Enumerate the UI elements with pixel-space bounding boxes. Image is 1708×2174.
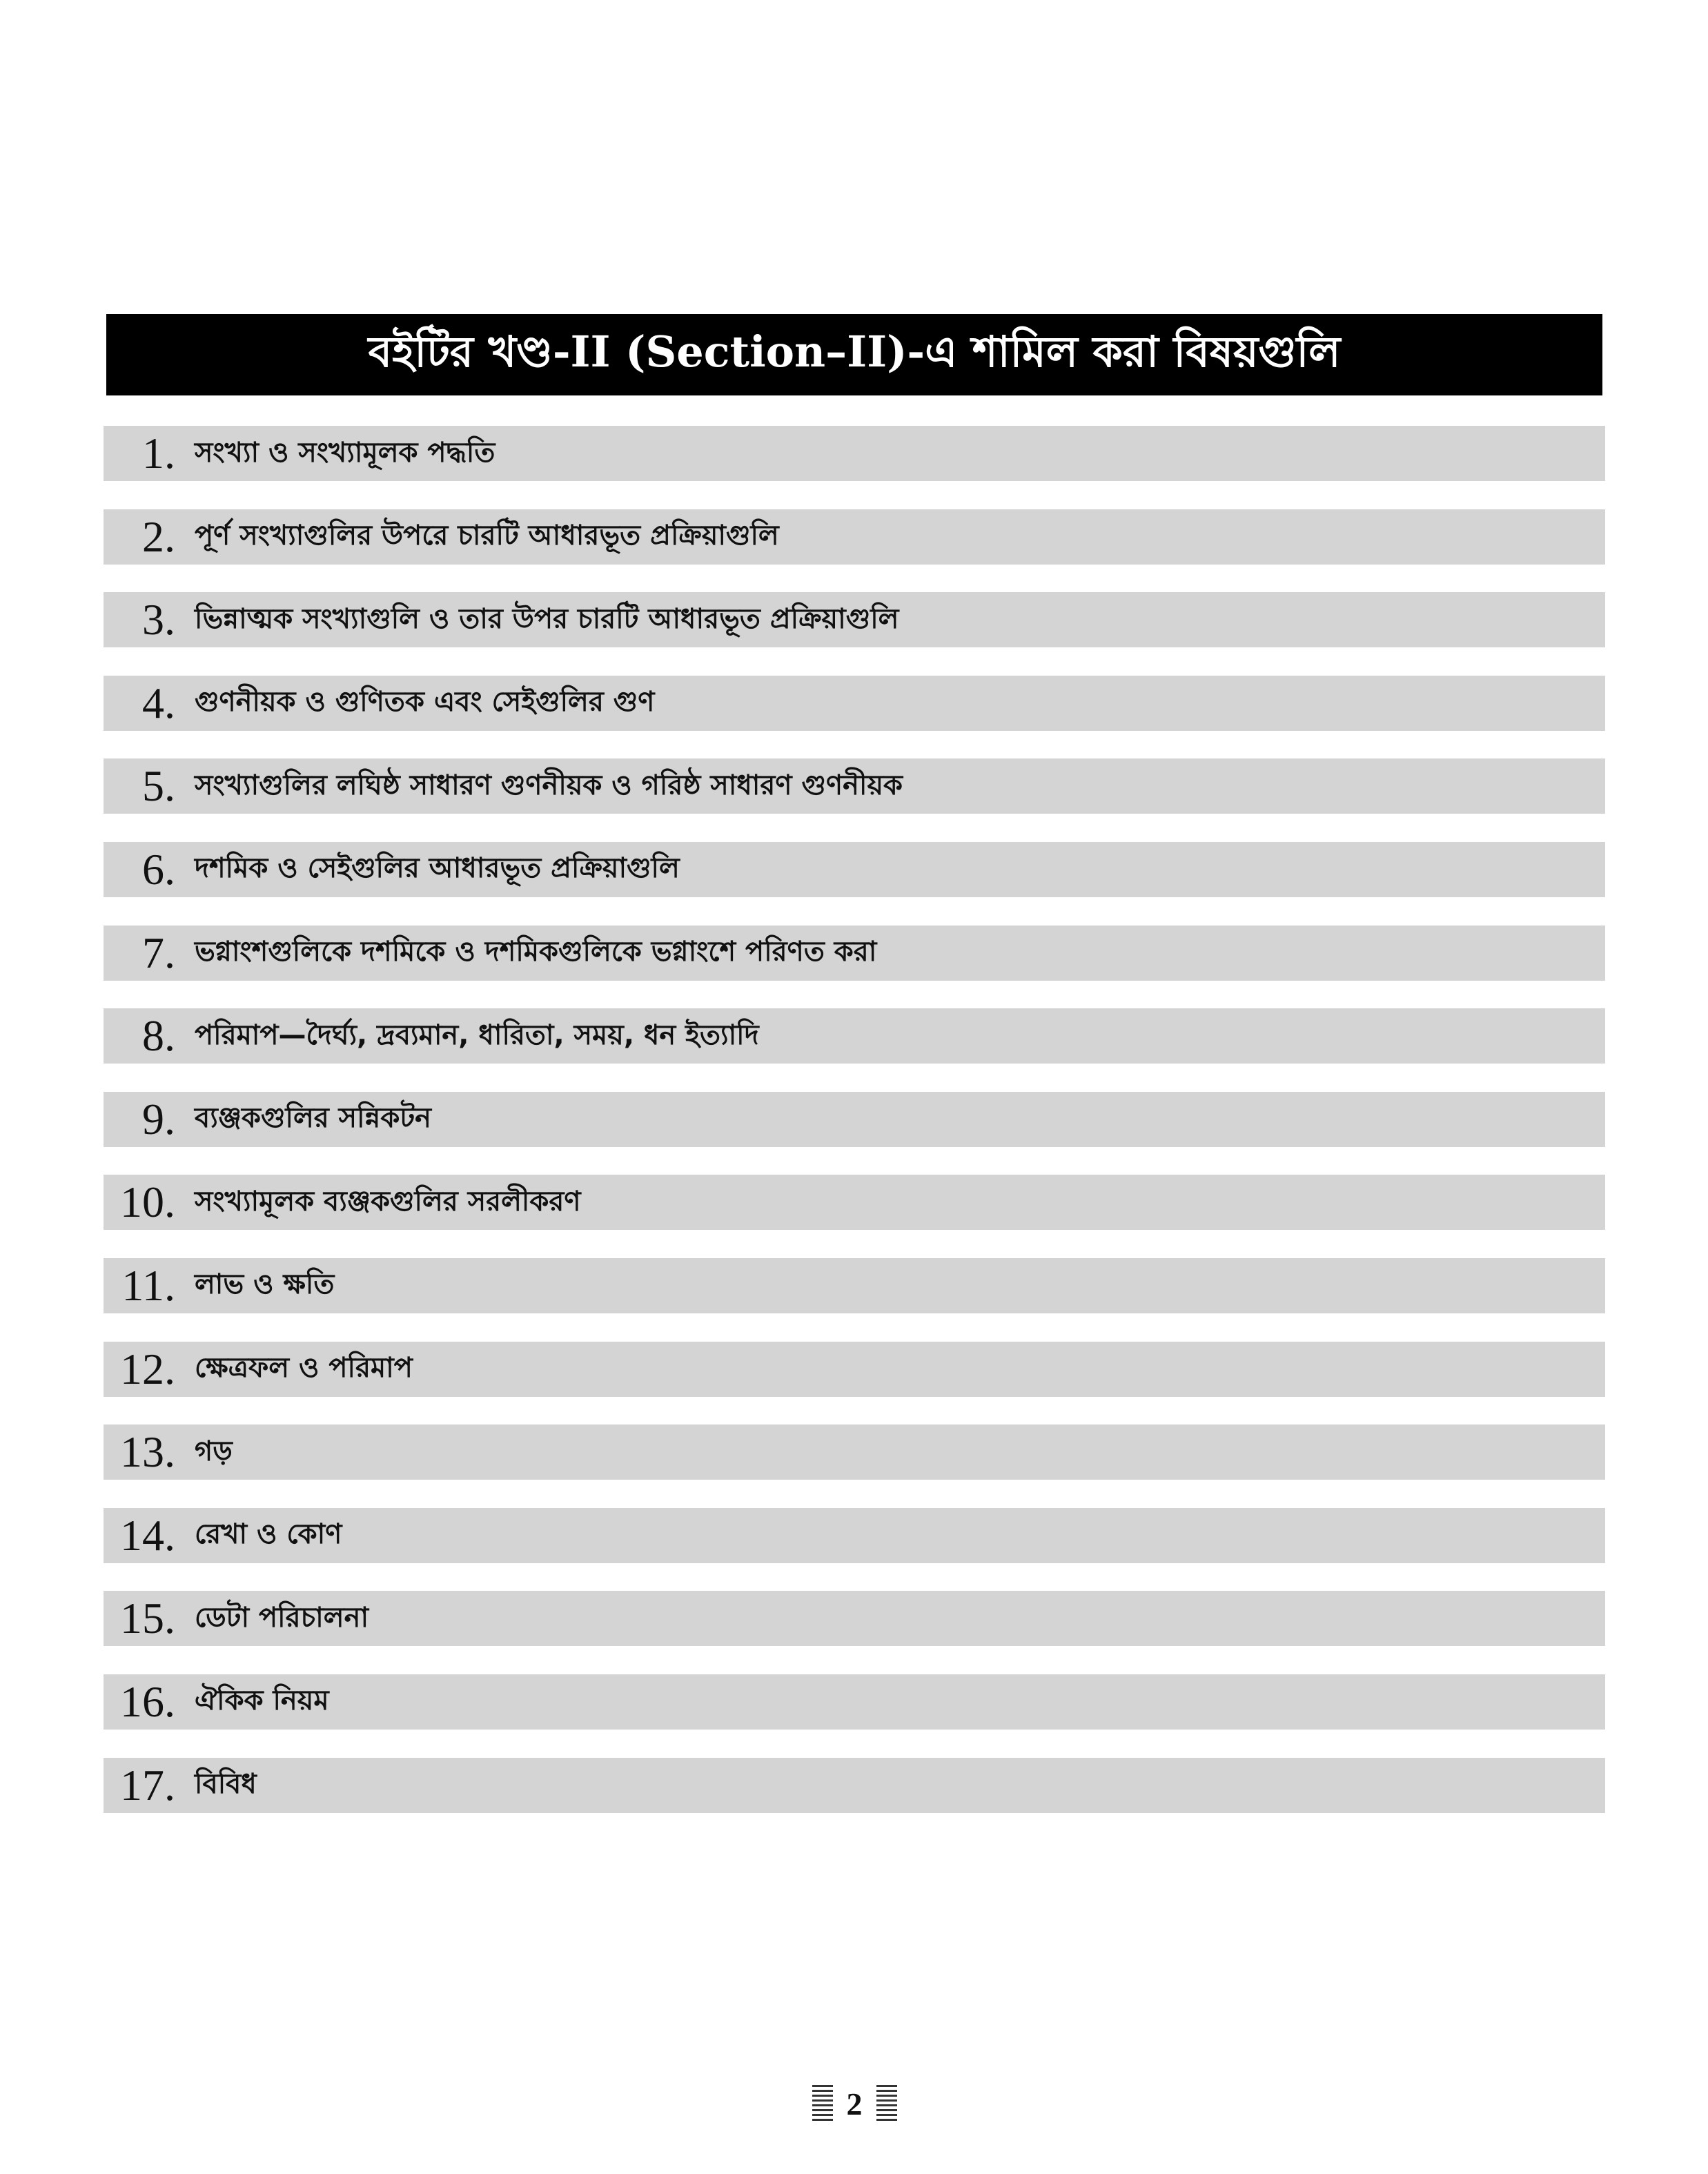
topic-title: গড় bbox=[195, 1435, 233, 1467]
topic-row bbox=[104, 842, 1605, 897]
topic-number: 16. bbox=[120, 1676, 175, 1726]
topic-list bbox=[104, 426, 1605, 1841]
topic-row bbox=[104, 676, 1605, 731]
topic-title: ভগ্নাংশগুলিকে দশমিকে ও দশমিকগুলিকে ভগ্নাংশে পরিণত করা bbox=[195, 936, 877, 968]
topic-title: ভিন্নাত্মক সংখ্যাগুলি ও তার উপর চারটি আধারভূত প্রক্রিয়াগুলি bbox=[195, 603, 899, 635]
topic-title: রেখা ও কোণ bbox=[195, 1518, 342, 1551]
topic-title: বিবিধ bbox=[195, 1768, 257, 1800]
topic-row bbox=[104, 1175, 1605, 1230]
page-number: 2 bbox=[846, 2086, 863, 2122]
footer-left-rule bbox=[812, 2085, 833, 2122]
topic-number: 11. bbox=[121, 1260, 175, 1310]
topic-row bbox=[104, 1591, 1605, 1646]
topic-number: 14. bbox=[120, 1510, 175, 1560]
topic-title: পূর্ণ সংখ্যাগুলির উপরে চারটি আধারভূত প্রক্রিয়াগুলি bbox=[195, 520, 779, 552]
page-title: বইটির খণ্ড-II (Section–II)-এ শামিল করা বিষয়গুলি bbox=[368, 326, 1341, 377]
topic-number: 15. bbox=[120, 1594, 175, 1643]
topic-number: 1. bbox=[142, 429, 175, 478]
topic-title: পরিমাপ—দৈর্ঘ্য, দ্রব্যমান, ধারিতা, সময়, ধন ইত্যাদি bbox=[195, 1019, 759, 1051]
topic-number: 10. bbox=[120, 1177, 175, 1227]
topic-row bbox=[104, 1758, 1605, 1813]
topic-title: গুণনীয়ক ও গুণিতক এবং সেইগুলির গুণ bbox=[195, 686, 655, 718]
topic-number: 6. bbox=[142, 844, 175, 894]
topic-row bbox=[104, 509, 1605, 565]
topic-row bbox=[104, 758, 1605, 814]
footer-right-rule bbox=[876, 2085, 897, 2122]
topic-row bbox=[104, 1092, 1605, 1147]
topic-title: সংখ্যাগুলির লঘিষ্ঠ সাধারণ গুণনীয়ক ও গরিষ্ঠ সাধারণ গুণনীয়ক bbox=[195, 769, 903, 801]
topic-title: সংখ্যামূলক ব্যঞ্জকগুলির সরলীকরণ bbox=[195, 1185, 581, 1217]
topic-number: 5. bbox=[142, 761, 175, 811]
topic-row bbox=[104, 592, 1605, 647]
topic-title: দশমিক ও সেইগুলির আধারভূত প্রক্রিয়াগুলি bbox=[195, 852, 680, 885]
topic-number: 17. bbox=[120, 1760, 175, 1810]
topic-title: ক্ষেত্রফল ও পরিমাপ bbox=[195, 1352, 413, 1384]
topic-row bbox=[104, 1508, 1605, 1563]
topic-row bbox=[104, 1258, 1605, 1313]
topic-number: 4. bbox=[142, 678, 175, 727]
topic-row bbox=[104, 926, 1605, 981]
topic-row bbox=[104, 1008, 1605, 1064]
topic-row bbox=[104, 1424, 1605, 1480]
topic-title: সংখ্যা ও সংখ্যামূলক পদ্ধতি bbox=[195, 436, 495, 469]
topic-row bbox=[104, 426, 1605, 481]
topic-number: 13. bbox=[120, 1427, 175, 1477]
topic-number: 8. bbox=[142, 1011, 175, 1061]
topic-title: ডেটা পরিচালনা bbox=[195, 1601, 369, 1634]
topic-number: 2. bbox=[142, 511, 175, 561]
topic-number: 3. bbox=[142, 595, 175, 645]
topic-number: 12. bbox=[120, 1344, 175, 1393]
page-footer bbox=[803, 2082, 906, 2125]
topic-title: ব্যঞ্জকগুলির সন্নিকটন bbox=[195, 1102, 432, 1135]
topic-number: 7. bbox=[142, 928, 175, 977]
topic-row bbox=[104, 1342, 1605, 1397]
topic-row bbox=[104, 1674, 1605, 1730]
topic-number: 9. bbox=[142, 1094, 175, 1144]
topic-title: লাভ ও ক্ষতি bbox=[195, 1269, 335, 1301]
section-header-bar bbox=[106, 314, 1602, 395]
topic-title: ঐকিক নিয়ম bbox=[195, 1685, 329, 1717]
